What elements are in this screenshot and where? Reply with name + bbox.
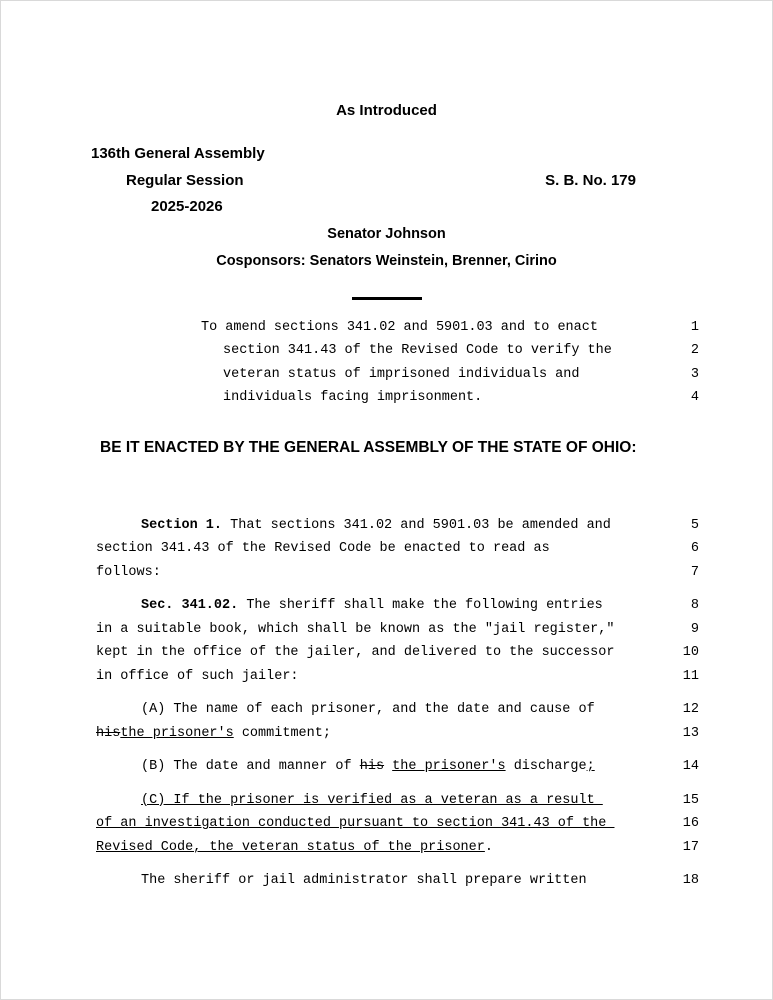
text-segment: The sheriff shall make the following entries	[238, 598, 603, 613]
line-number: 16	[682, 816, 699, 831]
line-text	[96, 316, 662, 340]
text-segment: Sec. 341.02.	[141, 598, 239, 613]
text-segment: follows:	[96, 564, 161, 580]
line-number: 6	[690, 541, 699, 556]
line-text	[96, 869, 662, 893]
text-segment: the prisoner's	[392, 759, 506, 774]
line-text	[96, 594, 662, 618]
line-text	[96, 641, 662, 665]
text-segment: Revised Code, the veteran status of the prisoner	[96, 839, 485, 855]
line-number: 1	[690, 319, 699, 335]
line-text	[96, 789, 662, 813]
doc-line	[1, 641, 772, 665]
line-text	[96, 339, 662, 363]
text-segment: in a suitable book, which shall be known as the "jail register,"	[96, 621, 615, 637]
text-segment: section 341.43 of the Revised Code to verify the	[223, 343, 612, 358]
doc-line	[1, 561, 772, 585]
line-number: 14	[682, 759, 699, 774]
text-segment: (C) If the prisoner is verified as a veteran as a result	[141, 792, 603, 808]
line-number: 8	[690, 598, 699, 613]
doc-line	[1, 339, 772, 363]
text-segment: discharge	[505, 759, 587, 774]
doc-line	[1, 363, 772, 387]
text-segment: individuals facing imprisonment.	[223, 390, 483, 405]
line-number: 7	[690, 564, 699, 580]
line-text	[96, 722, 662, 746]
doc-line	[1, 594, 772, 618]
header-divider-rule	[352, 297, 422, 300]
line-number: 11	[682, 668, 699, 684]
sponsor-line: Senator Johnson	[327, 225, 446, 242]
text-segment	[384, 759, 392, 774]
doc-line	[1, 812, 772, 836]
text-segment: (B) The date and manner of	[141, 759, 360, 774]
text-segment: veteran status of imprisoned individuals and	[223, 366, 580, 382]
text-segment: ;	[586, 759, 595, 774]
line-number: 2	[690, 343, 699, 358]
assembly-header	[1, 141, 772, 221]
cosponsors-line: Cosponsors: Senators Weinstein, Brenner, Cirino	[216, 252, 557, 269]
text-segment: in office of such jailer:	[96, 668, 299, 684]
session-row	[126, 168, 636, 195]
line-number: 13	[682, 725, 699, 741]
line-text	[96, 836, 662, 860]
text-segment: the prisoner's	[120, 725, 234, 741]
line-number: 18	[682, 873, 699, 888]
text-segment: commitment;	[233, 725, 331, 741]
line-number: 3	[690, 366, 699, 382]
doc-line	[1, 537, 772, 561]
bill-number: S. B. No. 179	[545, 171, 636, 189]
doc-line	[1, 698, 772, 722]
line-text	[96, 665, 662, 689]
line-text	[96, 363, 662, 387]
doc-line	[1, 316, 772, 340]
text-segment: .	[484, 839, 493, 855]
line-text	[96, 386, 662, 410]
line-text	[96, 698, 662, 722]
text-segment: The sheriff or jail administrator shall prepare written	[141, 873, 587, 888]
line-number: 15	[682, 792, 699, 808]
document-status: As Introduced	[336, 102, 437, 119]
doc-line	[1, 869, 772, 893]
enacting-clause: BE IT ENACTED BY THE GENERAL ASSEMBLY OF THE STATE OF OHIO:	[100, 438, 637, 456]
line-text	[96, 514, 662, 538]
line-number: 12	[682, 702, 699, 717]
doc-line	[1, 789, 772, 813]
text-segment: section 341.43 of the Revised Code be enacted to read as	[96, 541, 550, 556]
doc-line	[1, 836, 772, 860]
doc-line	[1, 722, 772, 746]
line-number: 9	[690, 621, 699, 637]
text-segment: his	[359, 759, 385, 774]
line-number: 17	[682, 839, 699, 855]
text-segment: of an investigation conducted pursuant to section 341.43 of the	[96, 816, 615, 831]
text-segment: Section 1.	[141, 517, 223, 533]
text-segment: his	[96, 725, 121, 741]
doc-line	[1, 618, 772, 642]
line-number: 4	[690, 390, 699, 405]
session-label: Regular Session	[126, 171, 244, 189]
session-years: 2025-2026	[151, 198, 223, 215]
text-segment: kept in the office of the jailer, and delivered to the successor	[96, 645, 615, 660]
line-text	[96, 618, 662, 642]
long-title-block	[1, 316, 772, 410]
text-segment: That sections 341.02 and 5901.03 be amended and	[222, 517, 611, 533]
doc-line	[1, 386, 772, 410]
line-number: 5	[690, 517, 699, 533]
text-segment: (A) The name of each prisoner, and the date and cause of	[141, 702, 595, 717]
general-assembly-label: 136th General Assembly	[91, 145, 265, 162]
line-text	[96, 561, 662, 585]
bill-body-block	[1, 514, 772, 893]
line-text	[96, 537, 662, 561]
doc-line	[1, 665, 772, 689]
text-segment: To amend sections 341.02 and 5901.03 and to enact	[201, 319, 598, 335]
line-text	[96, 755, 662, 779]
doc-line	[1, 755, 772, 779]
doc-line	[1, 514, 772, 538]
line-number: 10	[682, 645, 699, 660]
line-text	[96, 812, 662, 836]
